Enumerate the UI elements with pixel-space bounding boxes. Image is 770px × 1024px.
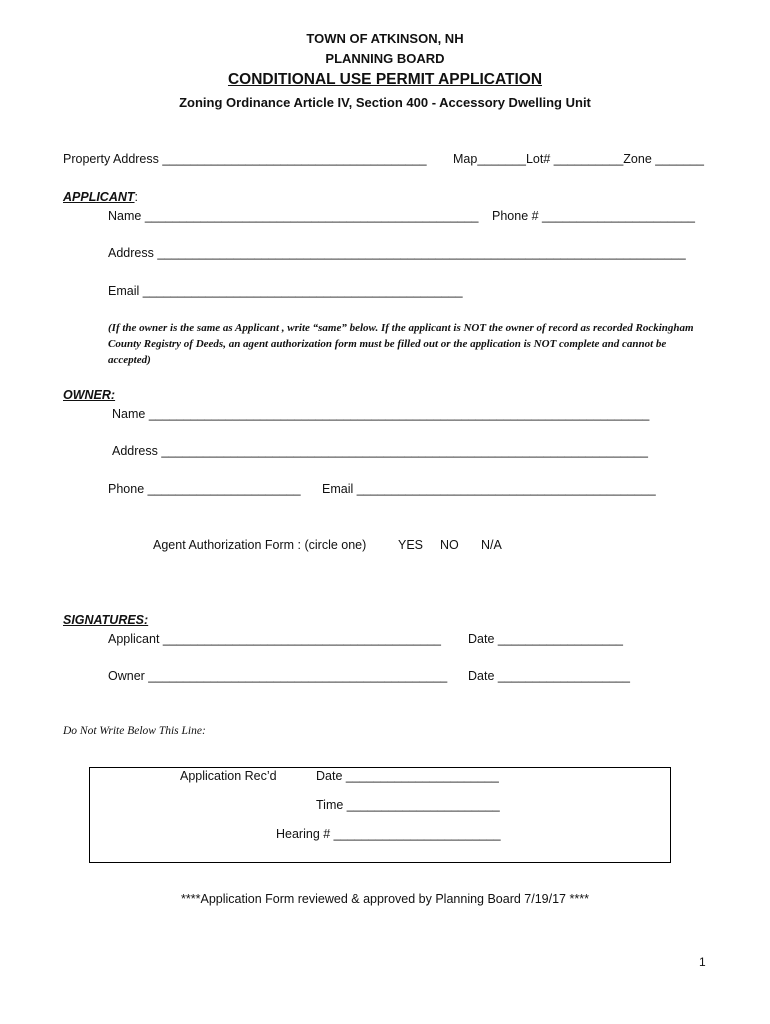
agent-option-no: NO — [440, 538, 459, 552]
owner-date-field: Date ___________________ — [468, 669, 630, 683]
owner-phone-field: Phone ______________________ — [108, 482, 301, 496]
page-number: 1 — [699, 955, 706, 969]
applicant-address-field: Address ____________________________________________________________________________ — [108, 246, 686, 260]
applicant-name-field: Name ________________________________________________ — [108, 209, 479, 223]
applicant-phone-field: Phone # ______________________ — [492, 209, 695, 223]
approval-footer: ****Application Form reviewed & approved by Planning Board 7/19/17 **** — [181, 892, 589, 906]
agent-option-yes: YES — [398, 538, 424, 552]
signatures-heading: SIGNATURES: — [63, 613, 149, 627]
received-time-field: Time ______________________ — [316, 798, 500, 812]
map-lot-zone-field: Map_______Lot# __________Zone _______ — [453, 152, 704, 166]
agent-authorization-label: Agent Authorization Form : (circle one) — [153, 538, 367, 552]
owner-address-field: Address ______________________________________________________________________ — [112, 444, 648, 458]
applicant-email-field: Email ______________________________________________ — [108, 284, 463, 298]
received-date-field: Date ______________________ — [316, 769, 499, 783]
applicant-date-field: Date __________________ — [468, 632, 624, 646]
office-use-note: Do Not Write Below This Line: — [63, 725, 206, 737]
applicant-section — [63, 190, 138, 204]
applicant-signature-field: Applicant ________________________________________ — [108, 632, 441, 646]
hearing-number-field: Hearing # ________________________ — [276, 827, 501, 841]
owner-instruction-note: (If the owner is the same as Applicant , write “same” below. If the applicant is NOT the owner of record as recorded Rockingham County Registry of Deeds, an agent authorization form must be filled out or the application is NOT complete and cannot be accepted) — [108, 322, 694, 366]
applicant-heading: APPLICANT — [63, 190, 135, 204]
form-title: CONDITIONAL USE PERMIT APPLICATION — [227, 71, 543, 88]
owner-name-field: Name ________________________________________________________________________ — [112, 407, 650, 421]
town-heading: TOWN OF ATKINSON, NH — [306, 31, 464, 46]
applicant-heading-colon: : — [134, 190, 139, 204]
board-heading: PLANNING BOARD — [325, 51, 445, 66]
form-subtitle: Zoning Ordinance Article IV, Section 400 - Accessory Dwelling Unit — [179, 95, 591, 110]
owner-heading: OWNER: — [63, 388, 116, 402]
application-received-label: Application Rec’d — [180, 769, 277, 783]
owner-email-field: Email ___________________________________________ — [322, 482, 656, 496]
agent-option-na: N/A — [481, 538, 502, 552]
property-address-field: Property Address ______________________________________ — [63, 152, 427, 166]
owner-signature-field: Owner ___________________________________________ — [108, 669, 448, 683]
